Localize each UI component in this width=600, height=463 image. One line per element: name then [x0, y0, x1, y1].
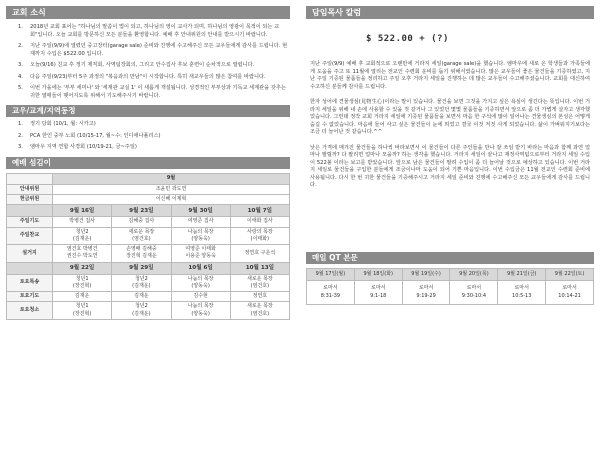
table-cell	[171, 302, 230, 320]
cell-line: 청년2	[134, 303, 148, 310]
cell-line: 청년1	[75, 303, 89, 310]
cell-line: 장진혁 김재운	[126, 253, 157, 260]
news-num: 3.	[18, 62, 23, 69]
row-label: 토요특송	[7, 274, 53, 292]
news-text: 지난 주일(9/9)에 열렸던 중고장터(garage sale) 준비와 진행에 수고해주신 모든 교우들에게 감사를 드립니다. 현재까지 수입은 $522.00 입니다.	[30, 43, 288, 57]
table-cell	[230, 302, 289, 320]
date-cell: 9월 16일	[53, 205, 112, 217]
qt-book: 로마서	[370, 285, 386, 292]
qt-passage	[450, 281, 498, 305]
cell-line: (장진혁)	[72, 282, 92, 289]
service-header: 예배 섬김이	[6, 157, 290, 169]
schedule-item	[18, 144, 290, 152]
cell-line: 나눔의 목장	[187, 228, 214, 235]
cell-line: (양동욱)	[191, 235, 210, 242]
table-row	[7, 302, 290, 320]
column-body	[306, 61, 594, 190]
table-row	[7, 205, 290, 217]
table-cell	[171, 245, 230, 263]
qt-range: 10:5-13	[512, 292, 532, 299]
schedule-text: 정기 당회 (10/1, 월: 시카고)	[30, 121, 96, 128]
qt-passage	[498, 281, 546, 305]
table-row	[7, 217, 290, 227]
cell-line: (김재운)	[72, 235, 92, 242]
column-paragraph: 한자 성어에 견물생심(見物生心)이라는 말이 있습니다. 물건을 보면 그것을 가지고 싶은 욕심이 생긴다는 뜻입니다. 이번 거라지 세일을 위해 내 손에 사용할 수 있을 것 같거나 그 있었던 몇몇 물품들을 기증하면서 앞으로 좀 더 가볍게 살자고 생각했었습니다. 그런데 정작 교회 거라지 세일에 기증된 물품들을 보면서 마음 한 구석에 많이 일어나는 견물생심의 본성은 어떻게 숨길 수 없었습니다. 마음에 들어 사고 싶은 물건들이 눈에 띄었고 결국 이것 저것 사게 되었습니다. 삶이 가벼워지기보다는 조금 더 늘어난 것 같습니다.^^	[310, 99, 590, 136]
cell-line: (장진혁)	[72, 310, 92, 317]
cell-line: 새로운 목장	[247, 275, 273, 282]
qt-book: 로마서	[514, 285, 529, 292]
schedule-item	[18, 133, 290, 141]
table-cell	[230, 274, 289, 292]
schedule-list	[6, 121, 290, 152]
table-row	[7, 274, 290, 292]
table-cell	[53, 302, 112, 320]
date-cell: 9월 30일	[171, 205, 230, 217]
cell-line: 새로운 목장	[128, 228, 155, 235]
qt-passage	[307, 281, 355, 305]
service-month: 9월	[53, 173, 290, 184]
date-cell: 9월 29일	[112, 262, 171, 274]
news-header: 교회 소식	[6, 6, 290, 19]
cell-line: (이태화)	[250, 235, 270, 242]
date-cell: 10월 6일	[171, 262, 230, 274]
qt-day: 9월 20일(목)	[450, 268, 498, 280]
table-cell	[112, 245, 171, 263]
date-cell: 10월 7일	[230, 205, 289, 217]
news-text: 오늘(9/16) 친교 후 정기 제직회, 사역팀장회의, 그리고 안수집사 후보 훈련이 순차적으로 열립니다.	[30, 62, 255, 69]
cell-line: 손영배 김해중	[126, 246, 157, 253]
news-text: 다음 주일(9/23)부터 5주 과정의 "복음과의 만남"이 시작합니다. 특히 새교우들의 많은 참여를 바랍니다.	[30, 73, 266, 80]
cell-line: (염건호)	[250, 282, 270, 289]
qt-book: 로마서	[466, 285, 482, 292]
row-label: 주일찬교	[7, 227, 53, 245]
schedule-num: 1.	[18, 121, 23, 128]
qt-book: 로마서	[418, 285, 434, 292]
table-cell: 정연호	[230, 292, 289, 302]
cell-line: 권진수 박도연	[66, 253, 98, 260]
news-item	[18, 43, 290, 58]
qt-day: 9월 18일(화)	[354, 268, 402, 280]
table-row	[7, 195, 290, 205]
news-list	[6, 24, 290, 100]
cell-line: (염건호)	[250, 310, 270, 317]
date-cell: 10월 13일	[230, 262, 289, 274]
table-cell: 박병건 집사	[53, 217, 112, 227]
cell-line: (양동욱)	[191, 310, 210, 317]
news-num: 2.	[18, 43, 23, 50]
cell-line: 사랑의 목장	[247, 228, 273, 235]
table-cell	[53, 227, 112, 245]
schedule-text: 엠마우 지역 연합 사경회 (10/19-21, 금~주일)	[30, 144, 137, 151]
table-row	[7, 173, 290, 184]
row-label: 주일기도	[7, 217, 53, 227]
cell-line: (염건호)	[132, 235, 151, 242]
row-label: 헌금위원	[7, 195, 53, 205]
table-cell	[112, 302, 171, 320]
memo-area	[306, 29, 594, 55]
right-column	[306, 6, 594, 305]
table-cell	[112, 227, 171, 245]
table-row	[7, 292, 290, 302]
qt-book: 로마서	[562, 285, 577, 292]
news-num: 4.	[18, 73, 23, 80]
table-cell	[230, 245, 289, 263]
qt-range: 10:14-21	[558, 292, 581, 299]
table-cell: 여영준 집사	[171, 217, 230, 227]
table-cell: 김해중 집사	[112, 217, 171, 227]
schedule-text: PCA 한인 중부 노회 (10/15-17, 월~수: 인디애나폴리스)	[30, 132, 161, 139]
table-row	[307, 268, 594, 280]
table-row	[7, 227, 290, 245]
schedule-num: 2.	[18, 132, 23, 139]
qt-range: 9:30-10:4	[461, 292, 487, 299]
qt-day: 9월 21일(금)	[498, 268, 546, 280]
news-item	[18, 74, 290, 82]
news-text: 이번 가을에는 '부부 세미나' 와 '세계관 교실 1' 이 새롭게 개설됩니다. 성경적인 부부상과 기독교 세계관을 갖추는 귀한 열매들이 맺어지도록 위해서 기도해주시기 바랍니다.	[30, 85, 286, 99]
column-paragraph: 지난 주일(9/9) 예배 후 교회적으로 오랜만에 거라지 세일(garage sale)을 했습니다. 엠마우에 새로 온 학생들과 가족들에게 도움을 주고 또 11월에 열리는 전교인 수련회 운비를 돕기 위해서였습니다. 많은 교우들이 좋은 물건들을 기증하였고, 지난 주일 기증된 물품들을 정리하고 주일 오후 거라지 세일을 진행하는 데 많은 교우들이 수고해주셨습니다. 교회를 대신하여 수고하신 분들께 감사를 드립니다.	[310, 61, 590, 90]
news-num: 5.	[18, 85, 23, 92]
schedule-num: 3.	[18, 144, 23, 151]
qt-day: 9월 22일(토)	[546, 268, 594, 280]
qt-passage	[546, 281, 594, 305]
cell-line: 이용준 양동욱	[185, 253, 216, 260]
qt-book: 로마서	[323, 285, 338, 292]
news-item	[18, 24, 290, 39]
table-row	[307, 281, 594, 305]
left-column	[6, 6, 290, 320]
qt-range: 9:19-29	[416, 292, 436, 299]
cell-line: 새로운 목장	[247, 303, 273, 310]
memo-handwriting: $ 522.00 + (?)	[366, 34, 449, 44]
cell-line: 청년2	[75, 228, 89, 235]
guide-names: 조윤민 곽도연	[53, 184, 290, 194]
date-cell: 9월 23일	[112, 205, 171, 217]
cell-line: (김재운)	[132, 282, 151, 289]
cell-line: (양동욱)	[191, 282, 210, 289]
qt-day: 9월 17일(월)	[307, 268, 355, 280]
qt-range: 8:31-39	[320, 292, 341, 299]
table-cell	[230, 227, 289, 245]
cell-line: 여영준 이태화	[185, 246, 216, 253]
cell-line: 염건호 박병건	[66, 246, 98, 253]
schedule-item	[18, 121, 290, 129]
qt-passage	[402, 281, 450, 305]
qt-table	[306, 268, 594, 305]
table-cell	[53, 274, 112, 292]
service-table	[6, 173, 290, 320]
qt-range: 9:1-18	[370, 292, 387, 299]
date-cell: 9월 22일	[53, 262, 112, 274]
qt-day: 9월 19일(수)	[402, 268, 450, 280]
column-paragraph: 낮은 가격에 매겨진 물건들을 하나씩 바라보면서 이 물건들이 다른 주인들을 만나 잘 쓰임 받기 바라는 마음과 함께 과연 얼마나 팔릴까? 다 팔리면 얼마나 모을까? 하는 생각을 했습니다. 거라지 세일이 끝나고 재정사역팀으로부터 거라지 세일 수입이 522불 이라는 보고를 받았습니다. 앞으로 남은 물건들이 팔려 수입이 좀 더 늘어날 것으로 예상하고 있습니다. 이번 거라지 세일로 물건들을 구입한 분들에게 조금이나마 도움이 되어 기쁜 마음입니다. 이번 수입금은 11월 전교인 수련회 준비에 사용됩니다. 다시 한 번 귀한 물건들을 기증해주시고 거라지 세일 준비와 진행에 수고해주신 모든 교우들에게 감사를 드립니다.	[310, 144, 590, 189]
qt-header: 매일 QT 본문	[306, 252, 594, 264]
row-label: 안내위원	[7, 184, 53, 194]
table-row	[7, 184, 290, 194]
table-cell	[171, 227, 230, 245]
schedule-header: 교우/교계/지역동정	[6, 105, 290, 117]
cell-line: (김재운)	[132, 310, 151, 317]
row-label: 설거지	[7, 245, 53, 263]
table-cell: 김재운	[53, 292, 112, 302]
news-item	[18, 62, 290, 70]
cell-line: 청년2	[134, 275, 148, 282]
qt-passage	[354, 281, 402, 305]
row-label: 토요청소	[7, 302, 53, 320]
table-row	[7, 262, 290, 274]
column-header: 담임목사 칼럼	[306, 6, 594, 19]
row-label: 토요기도	[7, 292, 53, 302]
news-num: 1.	[18, 24, 23, 30]
table-cell	[53, 245, 112, 263]
table-cell: 이태화 집사	[230, 217, 289, 227]
table-cell	[112, 274, 171, 292]
cell-line: 정연호 구운석	[244, 249, 276, 256]
table-cell: 김수현	[171, 292, 230, 302]
table-cell: 김재운	[112, 292, 171, 302]
cell-line: 청년1	[75, 275, 89, 282]
cell-line: 나눔의 목장	[187, 275, 214, 282]
table-row	[7, 245, 290, 263]
table-cell	[171, 274, 230, 292]
cell-line: 나눔의 목장	[187, 303, 214, 310]
news-text: 2018년 교회 표어는 "하나님의 말씀이 법이 되고, 하나님의 영이 교사가 되며, 하나님의 영광이 목적이 되는 교회"입니다. 오늘 교회를 방문하신 모든 분들을 환영합니다. 예배 후 안내위원의 안내를 받으시기 바랍니다.	[30, 24, 280, 38]
news-item	[18, 85, 290, 100]
offering-names: 이신혜 이제혁	[53, 195, 290, 205]
